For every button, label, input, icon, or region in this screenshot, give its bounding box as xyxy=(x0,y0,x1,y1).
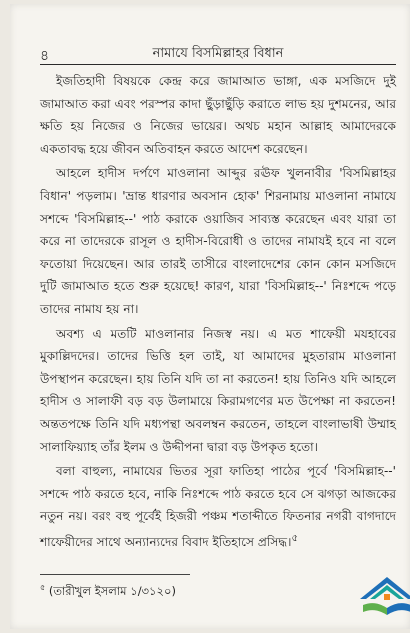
paragraph-4 xyxy=(40,460,396,553)
logo-book-right xyxy=(387,603,410,615)
footnote xyxy=(40,582,290,602)
footnote-rule xyxy=(40,574,190,575)
page-header xyxy=(40,38,396,66)
paragraph-3: অবশ্য এ মতটি মাওলানার নিজস্ব নয়। এ মত শাফেয়ী মযহাবের মুকাল্লিদদের। তাদের ভিত্তি হল তাই, যা আমাদের মুহতারাম মাওলানা উপস্থাপন করেছেন। হায় তিনি যদি তা না করতেন! হায় তিনিও যদি আহলে হাদীস ও সালাফী বড় বড় উলামায়ে কিরামগণের মত উপেক্ষা না করতেন! অন্ততপক্ষে তিনি যদি মধ্যপন্থা অবলম্বন করতেন, তাহলে বাংলাভাষী উম্মাহ সালাফিয়্যাহ তাঁর ইলম ও উদ্দীপনা দ্বারা বড় উপকৃত হতো। xyxy=(40,326,396,454)
logo-block xyxy=(384,594,390,600)
page-body xyxy=(40,70,396,556)
header-rule xyxy=(40,64,396,65)
page-number: ৪ xyxy=(40,48,50,64)
book-page xyxy=(10,4,410,629)
logo-book-left xyxy=(363,603,387,615)
footnote-text: (তারীখুল ইসলাম ১/৩১২০) xyxy=(48,583,176,598)
footnote-marker: ৫ xyxy=(40,583,46,592)
running-title: নামাযে বিসমিল্লাহর বিধান xyxy=(152,46,284,61)
footnote-reference[interactable]: ৫ xyxy=(291,532,299,544)
paragraph-1: ইজতিহাদী বিষয়কে কেন্দ্র করে জামাআত ভাঙ্গা, এক মসজিদে দুই জামাআত করা এবং পরস্পর কাদা ছুঁড়াছুঁড়ি করাতে লাভ হয় দুশমনের, আর ক্ষতি হয় নিজের ও নিজের ভায়ের। অথচ মহান আল্লাহ আমাদেরকে একতাবদ্ধ হয়ে জীবন অতিবাহন করতে আদেশ করেছেন। xyxy=(40,74,396,156)
publisher-logo xyxy=(357,575,410,619)
paragraph-2: আহলে হাদীস দর্পণে মাওলানা আব্দুর রঊফ খুলনাবীর 'বিসমিল্লাহর বিধান' পড়লাম। 'ভ্রান্ত ধারণার অবসান হোক' শিরনামায় মাওলানা নামাযে সশব্দে 'বিসমিল্লাহ--' পাঠ করাকে ওয়াজিব সাব্যস্ত করেছেন এবং যারা তা করে না তাদেরকে রাসূল ও হাদীস-বিরোধী ও তাদের নামাযই হবে না বলে ফতোয়া দিয়েছেন। আর তারই তাসীরে বাংলাদেশের কোন কোন মসজিদে দুটি জামাআত হতে শুরু হয়েছে! কারণ, যারা 'বিসমিল্লাহ--' নিঃশব্দে পড়ে তাদের নামায হয় না। xyxy=(40,166,396,316)
paragraph-4-text: বলা বাহুল্য, নামাযের ভিতর সূরা ফাতিহা পাঠের পূর্বে 'বিসমিল্লাহ--' সশব্দে পাঠ করতে হবে, নাকি নিঃশব্দে পাঠ করতে হবে সে ঝগড়া আজকের নতুন নয়। বরং বহু পূর্বেই হিজরী পঞ্চম শতাব্দীতে ফিতনার নগরী বাগদাদে শাফেয়ীদের সাথে অন্যান্যদের বিবাদ ইতিহাসে প্রসিদ্ধ। xyxy=(40,464,396,549)
